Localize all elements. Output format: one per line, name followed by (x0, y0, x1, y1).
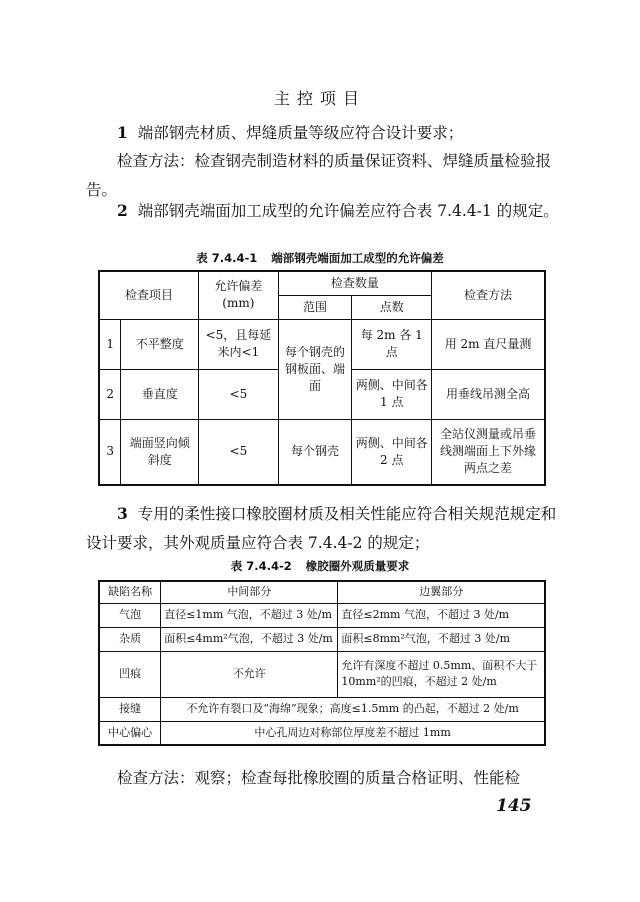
clause-number: 2 (117, 201, 128, 220)
inspection-points: 两侧、中间各 1 点 (352, 369, 432, 419)
table1-number: 表 7.4.4-1 (196, 251, 258, 265)
table2-header-middle: 中间部分 (161, 581, 338, 603)
clause-number: 1 (117, 123, 128, 142)
table1-header-scope: 范围 (278, 295, 352, 319)
clause-text: 专用的柔性接口橡胶圈材质及相关性能应符合相关规范规定和设计要求，其外观质量应符合表 7.4.4-2 的规定； (86, 505, 557, 552)
table-row (99, 627, 545, 651)
wing-requirement: 允许有深度不超过 0.5mm、面积不大于 10mm²的凹痕，不超过 2 处/m (338, 651, 545, 697)
table1-caption (0, 250, 640, 266)
merged-requirement: 中心孔周边对称部位厚度差不超过 1mm (161, 721, 545, 745)
table-row (99, 319, 545, 369)
tolerance-value: <5 (199, 419, 279, 485)
table-row (99, 651, 545, 697)
table2-caption (0, 558, 640, 574)
middle-requirement: 面积≤4mm²气泡，不超过 3 处/m (161, 627, 338, 651)
table2-header-wing: 边翼部分 (338, 581, 545, 603)
tolerance-value: <5 (199, 369, 279, 419)
row-number: 2 (99, 369, 121, 419)
table1-header-points: 点数 (352, 295, 432, 319)
clause-number: 3 (117, 504, 128, 523)
wing-requirement: 直径≤2mm 气泡，不超过 3 处/m (338, 603, 545, 627)
table1-header-unit: (mm) (222, 296, 255, 311)
clause-3 (86, 499, 562, 558)
inspection-method: 全站仪测量或吊垂线测端面上下外缘两点之差 (432, 419, 545, 485)
table1 (98, 270, 546, 486)
clause-text: 端部钢壳端面加工成型的允许偏差应符合表 7.4.4-1 的规定。 (137, 202, 559, 220)
middle-requirement: 直径≤1mm 气泡，不超过 3 处/m (161, 603, 338, 627)
table2-title: 橡胶圈外观质量要求 (305, 559, 410, 573)
inspection-method: 用垂线吊测全高 (432, 369, 545, 419)
table-row (99, 721, 545, 745)
defect-name: 杂质 (99, 627, 161, 651)
clause-text: 端部钢壳材质、焊缝质量等级应符合设计要求； (137, 124, 464, 142)
inspection-method: 用 2m 直尺量测 (432, 319, 545, 369)
inspection-points: 每 2m 各 1 点 (352, 319, 432, 369)
table1-title: 端部钢壳端面加工成型的允许偏差 (271, 251, 444, 265)
table1-header-item: 检查项目 (99, 271, 199, 319)
table1-header-tolerance (199, 271, 279, 319)
inspection-scope: 每个钢壳的钢板面、端面 (278, 319, 352, 419)
tolerance-value: <5，且每延米内<1 (199, 319, 279, 369)
section-title: 主控项目 (273, 89, 366, 108)
table1-header-method: 检查方法 (432, 271, 545, 319)
inspection-item: 垂直度 (121, 369, 199, 419)
defect-name: 中心偏心 (99, 721, 161, 745)
table1-header-quantity: 检查数量 (278, 271, 431, 295)
row-number: 1 (99, 319, 121, 369)
wing-requirement: 面积≤8mm²气泡，不超过 3 处/m (338, 627, 545, 651)
row-number: 3 (99, 419, 121, 485)
inspection-scope: 每个钢壳 (278, 419, 352, 485)
table2-number: 表 7.4.4-2 (230, 559, 292, 573)
check-method-1: 检查方法：检查钢壳制造材料的质量保证资料、焊缝质量检验报告。 (86, 152, 552, 199)
table2 (98, 580, 546, 746)
check-method-3: 检查方法：观察；检查每批橡胶圈的质量合格证明、性能检 (117, 769, 521, 787)
defect-name: 接缝 (99, 697, 161, 721)
inspection-item: 端面竖向倾斜度 (121, 419, 199, 485)
table1-header-tolerance-label: 允许偏差 (214, 279, 263, 294)
defect-name: 凹痕 (99, 651, 161, 697)
merged-requirement: 不允许有裂口及“海绵”现象；高度≤1.5mm 的凸起，不超过 2 处/m (161, 697, 545, 721)
inspection-item: 不平整度 (121, 319, 199, 369)
middle-requirement: 不允许 (161, 651, 338, 697)
page-number: 145 (496, 796, 532, 816)
table-row (99, 697, 545, 721)
table-row (99, 603, 545, 627)
defect-name: 气泡 (99, 603, 161, 627)
inspection-points: 两侧、中间各 2 点 (352, 419, 432, 485)
clause-2 (86, 196, 562, 226)
table2-header-defect: 缺陷名称 (99, 581, 161, 603)
table-row (99, 419, 545, 485)
clause-1 (86, 118, 562, 148)
